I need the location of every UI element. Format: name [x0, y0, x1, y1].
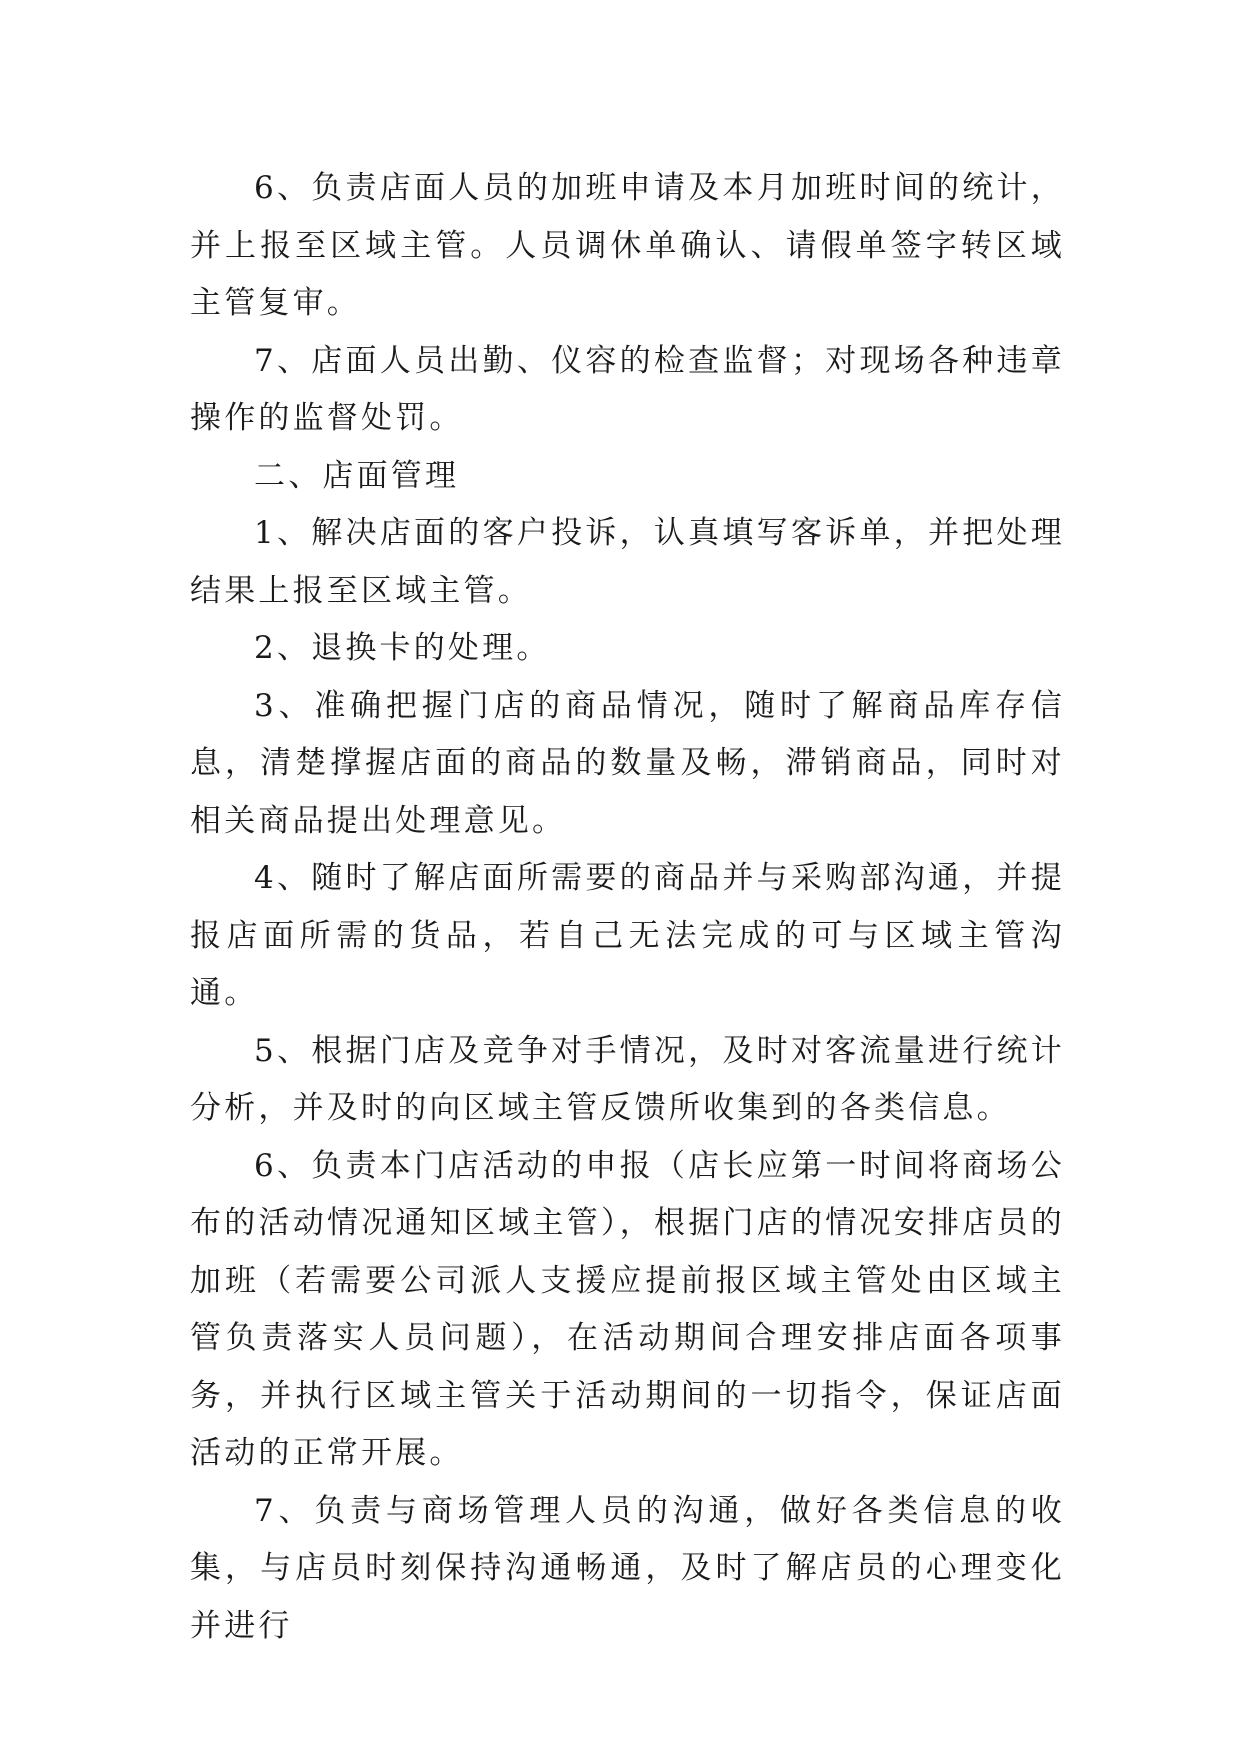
paragraph-store-activities: 6、负责本门店活动的申报（店长应第一时间将商场公布的活动情况通知区域主管），根据门店的情况安排店员的加班（若需要公司派人支援应提前报区域主管处由区域主管负责落实人员问题），在活动期间合理安排店面各项事务，并执行区域主管关于活动期间的一切指令，保证店面活动的正常开展。: [190, 1147, 1065, 1471]
paragraph-inventory-control: 3、准确把握门店的商品情况，随时了解商品库存信息，清楚撑握店面的商品的数量及畅，滞销商品，同时对相关商品提出处理意见。: [190, 687, 1065, 839]
paragraph-mall-communication: 7、负责与商场管理人员的沟通，做好各类信息的收集，与店员时刻保持沟通畅通，及时了解店员的心理变化并进行: [190, 1492, 1065, 1644]
paragraph-attendance-supervision: 7、店面人员出勤、仪容的检查监督；对现场各种违章操作的监督处罚。: [190, 342, 1065, 436]
paragraph-procurement-communication: 4、随时了解店面所需要的商品并与采购部沟通，并提报店面所需的货品，若自己无法完成的可与区域主管沟通。: [190, 860, 1065, 1011]
paragraph-competitor-analysis: 5、根据门店及竞争对手情况，及时对客流量进行统计分析，并及时的向区域主管反馈所收集到的各类信息。: [190, 1032, 1065, 1126]
section-heading-store-management: 二、店面管理: [254, 457, 460, 494]
paragraph-card-returns: 2、退换卡的处理。: [254, 630, 551, 666]
paragraph-customer-complaints: 1、解决店面的客户投诉，认真填写客诉单，并把处理结果上报至区域主管。: [190, 515, 1065, 609]
document-body: [190, 160, 1065, 1655]
paragraph-overtime-statistics: 6、负责店面人员的加班申请及本月加班时间的统计，并上报至区域主管。人员调休单确认、请假单签字转区域主管复审。: [190, 170, 1065, 321]
